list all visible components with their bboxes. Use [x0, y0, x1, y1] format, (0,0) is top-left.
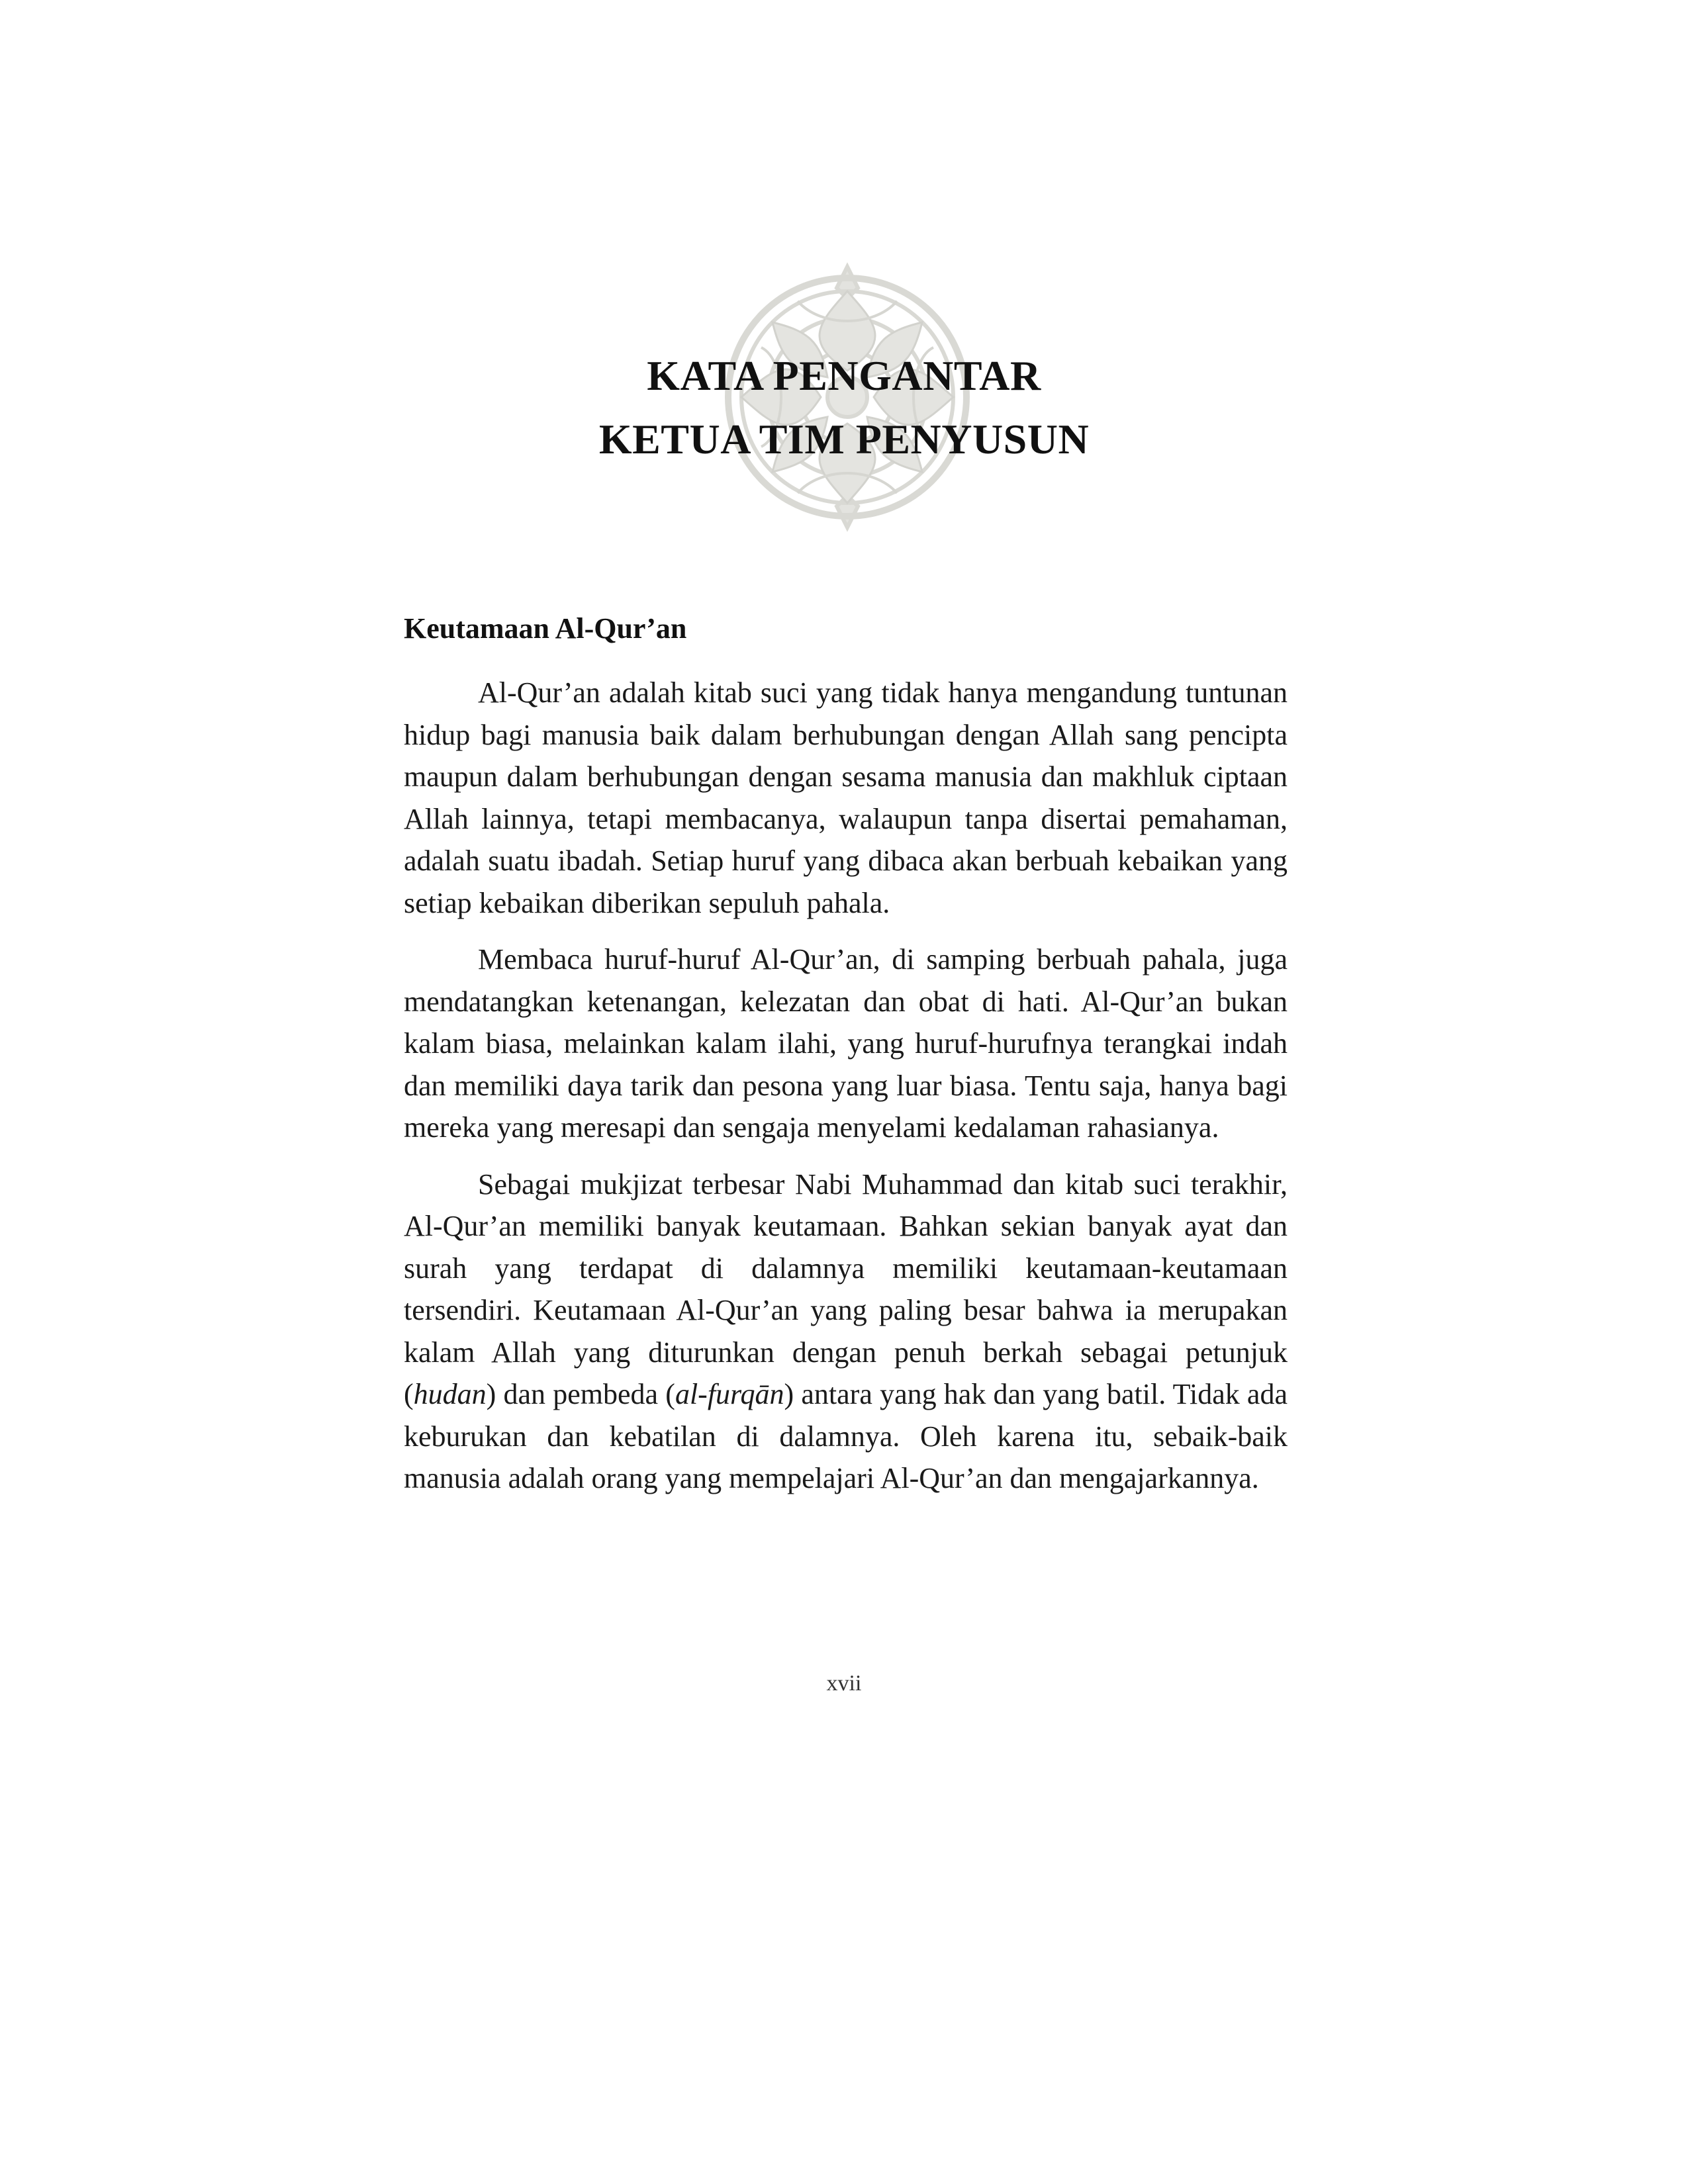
term-al-furqan: al-furqān: [675, 1378, 784, 1410]
paragraph-3: [404, 1163, 1288, 1500]
paragraph-2: Membaca huruf-huruf Al-Qur’an, di samping berbuah pahala, juga mendatangkan ketenangan, kelezatan dan obat di hati. Al-Qur’an bukan kalam biasa, melainkan kalam ilahi, yang huruf-hurufnya terangkai indah dan memiliki daya tarik dan pesona yang luar biasa. Tentu saja, hanya bagi mereka yang meresapi dan sengaja menyelami kedalaman rahasianya.: [404, 943, 1288, 1144]
title-line-1: KATA PENGANTAR: [647, 352, 1041, 399]
paragraph-3-part-2: ) dan pembeda (: [486, 1378, 675, 1410]
body-text: [404, 672, 1288, 1514]
paragraph-3-part-1: Sebagai mukjizat terbesar Nabi Muhammad dan kitab suci terakhir, Al-Qur’an memiliki banyak keutamaan. Bahkan sekian banyak ayat dan surah yang terdapat di dalamnya memiliki keutamaan-keutamaan tersendiri. Keutamaan Al-Qur’an yang paling besar bahwa ia merupakan kalam Allah yang diturunkan dengan penuh berkah sebagai petunjuk (: [404, 1167, 1288, 1410]
paragraph-3-part-3: ) antara yang hak dan yang batil. Tidak ada keburukan dan kebatilan di dalamnya. Oleh karena itu, sebaik-baik manusia adalah orang yang mempelajari Al-Qur’an dan mengajarkannya.: [404, 1378, 1288, 1494]
term-hudan: hudan: [413, 1378, 487, 1410]
page-title: [0, 344, 1688, 471]
paragraph-1: Al-Qur’an adalah kitab suci yang tidak hanya mengandung tuntunan hidup bagi manusia baik dalam berhubungan dengan Allah sang pencipta maupun dalam berhubungan dengan sesama manusia dan makhluk ciptaan Allah lainnya, tetapi membacanya, walaupun tanpa disertai pemahaman, adalah suatu ibadah. Setiap huruf yang dibaca akan berbuah kebaikan yang setiap kebaikan diberikan sepuluh pahala.: [404, 676, 1288, 919]
title-line-2: KETUA TIM PENYUSUN: [598, 416, 1090, 463]
section-heading: Keutamaan Al-Qur’an: [404, 612, 687, 645]
page-number: xvii: [826, 1671, 862, 1696]
